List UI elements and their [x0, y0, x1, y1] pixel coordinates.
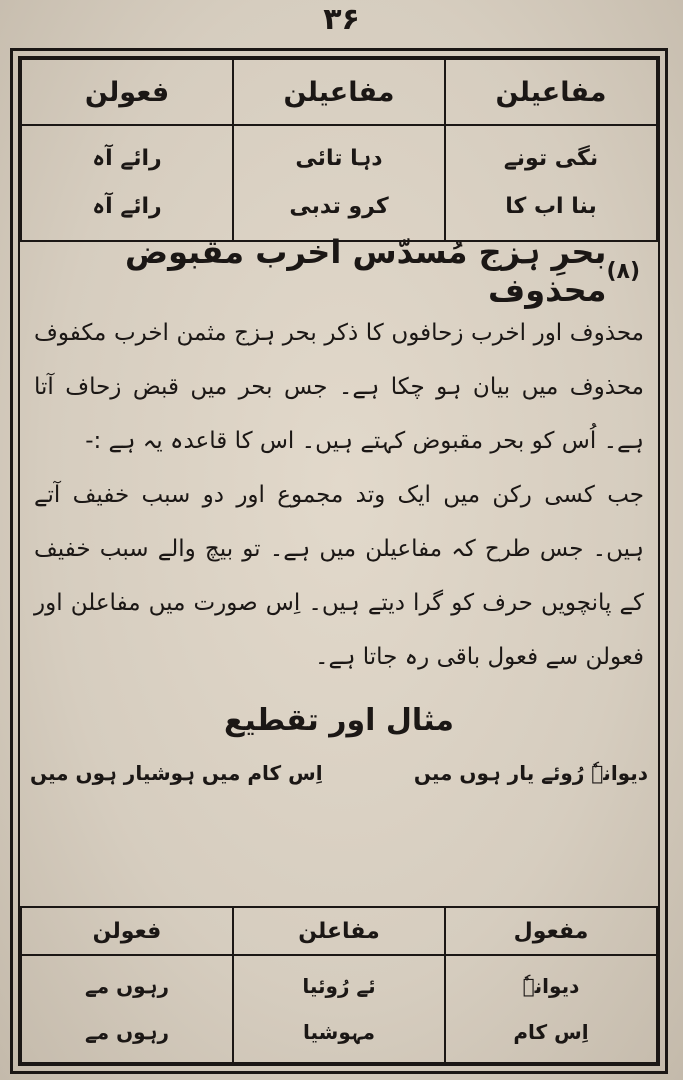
table-cell-col-3 [21, 955, 233, 1063]
cell-text: رائے آہ [92, 194, 162, 219]
example-verse [20, 750, 658, 796]
table-row [21, 955, 657, 1063]
table-cell-col-2 [233, 955, 445, 1063]
table-row [21, 125, 657, 241]
content-section [20, 233, 658, 796]
paragraph-2: جب کسی رکن میں ایک وتد مجموع اور دو سبب خفیف آتے ہیں۔ جس طرح کہ مفاعیلن میں ہے۔ تو بیچ والے سبب خفیف کے پانچویں حرف کو گرا دیتے ہیں۔ اِس صورت میں مفاعلن اور فعولن سے فعول باقی رہ جاتا ہے۔ [34, 482, 644, 670]
section-number: (۸) [606, 258, 640, 284]
cell-text: دیوانہٗ [522, 974, 580, 998]
header-col-2: مفاعلن [233, 907, 445, 955]
scansion-table-top [20, 58, 658, 242]
header-col-1: مفاعیلن [445, 59, 657, 125]
cell-text: نگی تونے [503, 146, 599, 171]
scansion-table-bottom [20, 906, 658, 1064]
page-frame-inner [18, 56, 660, 1066]
page-number: ۳۶ [323, 2, 360, 37]
table-cell-col-2 [233, 125, 445, 241]
verse-hemistich-left: اِس کام میں ہوشیار ہوں میں [30, 761, 323, 785]
cell-text: ئے رُوئیا [302, 974, 376, 998]
table-header-row [21, 907, 657, 955]
cell-text: رہوں مے [85, 1020, 169, 1044]
cell-text: رہوں مے [85, 974, 169, 998]
header-col-1: مفعول [445, 907, 657, 955]
table-cell-col-1 [445, 955, 657, 1063]
example-heading: مثال اور تقطیع [223, 703, 455, 738]
header-col-3: فعولن [21, 907, 233, 955]
page-frame [10, 48, 668, 1074]
section-heading [20, 233, 658, 309]
cell-text: مہوشیا [303, 1020, 375, 1044]
verse-hemistich-right: دیوانہٗ رُوئے یار ہوں میں [413, 761, 648, 785]
cell-text: رائے آہ [92, 146, 162, 171]
cell-text: اِس کام [513, 1020, 589, 1044]
table-header-row [21, 59, 657, 125]
paragraph-1: محذوف اور اخرب زحافوں کا ذکر بحر ہزج مثمن اخرب مکفوف محذوف میں بیان ہو چکا ہے۔ جس بحر میں قبض زحاف آتا ہے۔ اُس کو بحر مقبوض کہتے ہیں۔ اس کا قاعدہ یہ ہے :- [34, 320, 644, 454]
header-col-2: مفاعیلن [233, 59, 445, 125]
table-cell-col-1 [445, 125, 657, 241]
header-col-3: فعولن [21, 59, 233, 125]
section-title: بحرِ ہزج مُسدّس اخرب مقبوض محذوف [125, 233, 607, 309]
cell-text: دہا تائی [295, 146, 383, 171]
cell-text: کرو تدبی [289, 194, 389, 219]
table-cell-col-3 [21, 125, 233, 241]
cell-text: بنا اب کا [505, 194, 597, 219]
